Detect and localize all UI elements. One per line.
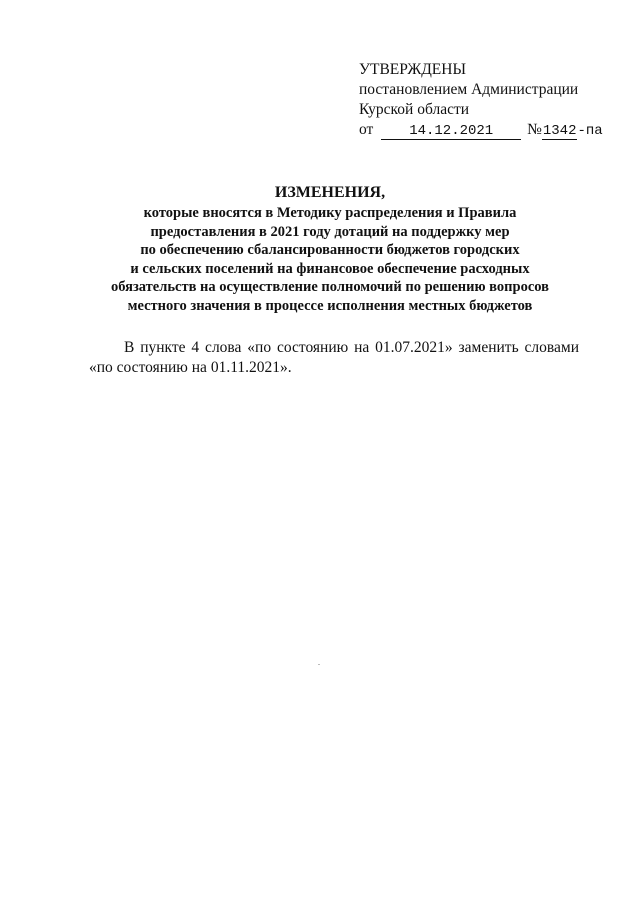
document-body [89, 338, 579, 378]
title-line: и сельских поселений на финансовое обеспечение расходных [130, 260, 530, 277]
document-title [80, 183, 580, 315]
decree-number-suffix: -па [577, 123, 603, 139]
approval-date-row [359, 120, 619, 142]
title-line: предоставления в 2021 году дотаций на поддержку мер [150, 223, 510, 240]
approval-decree: постановлением Администрации [359, 81, 579, 98]
title-heading: ИЗМЕНЕНИЯ, [274, 184, 386, 201]
date-prefix: от [359, 121, 374, 138]
approval-heading: УТВЕРЖДЕНЫ [359, 61, 466, 78]
title-line: местного значения в процессе исполнения местных бюджетов [127, 297, 533, 314]
number-sign: № [527, 121, 542, 138]
title-line: которые вносятся в Методику распределения и Правила [143, 205, 517, 221]
decree-number: 1342 [542, 123, 577, 139]
title-line: обязательств на осуществление полномочий по решению вопросов [110, 279, 549, 295]
scan-speck [318, 664, 320, 665]
approval-stamp [359, 60, 619, 142]
title-line: по обеспечению сбалансированности бюджетов городских [140, 242, 520, 258]
approval-region: Курской области [359, 101, 470, 118]
body-paragraph: В пункте 4 слова «по состоянию на 01.07.2021» заменить словами «по состоянию на 01.11.2021». [89, 339, 579, 376]
decree-date: 14.12.2021 [381, 123, 521, 140]
